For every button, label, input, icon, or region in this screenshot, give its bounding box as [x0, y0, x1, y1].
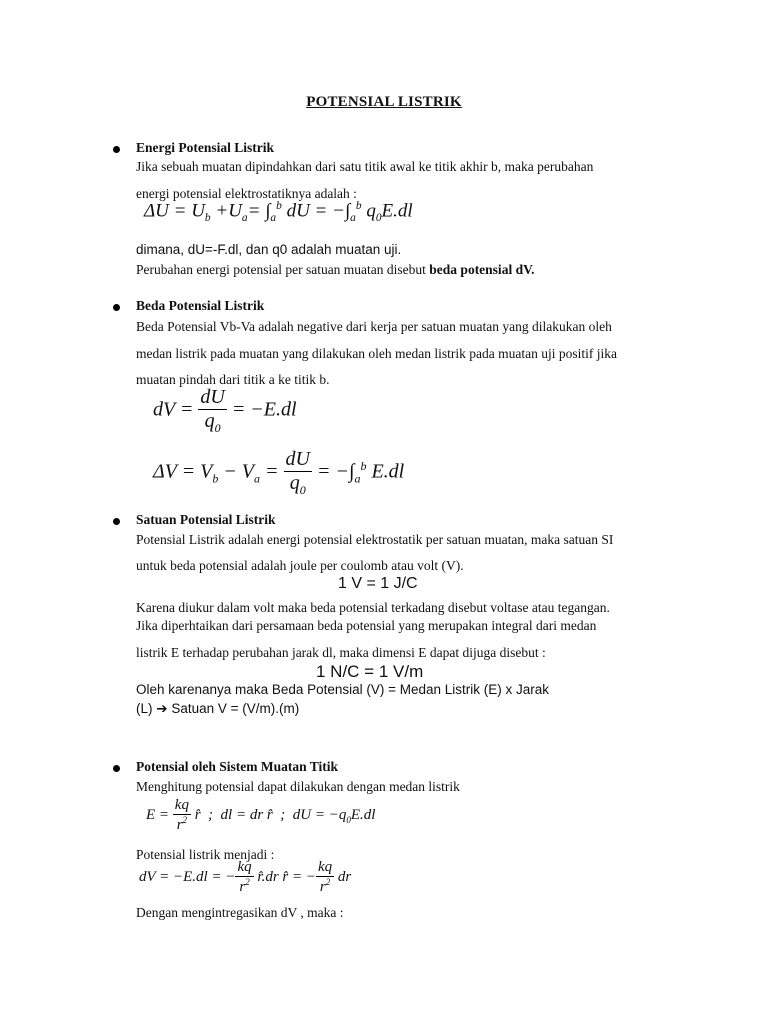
paragraph-line: Oleh karenanya maka Beda Potensial (V) = Medan Listrik (E) x Jarak — [136, 682, 550, 697]
paragraph-line: Karena diukur dalam volt maka beda potensial terkadang disebut voltase atau tegangan. — [136, 600, 610, 615]
bullet-icon — [113, 518, 120, 525]
paragraph-line: medan listrik pada muatan yang dilakukan oleh medan listrik pada muatan uji positif jika — [136, 346, 618, 361]
equation-note: dimana, dU=-F.dl, dan q0 adalah muatan uji. — [136, 242, 402, 257]
bullet-icon — [113, 146, 120, 153]
arrow-right-icon: ➔ — [156, 701, 168, 716]
paragraph-line: muatan pindah dari titik a ke titik b. — [136, 372, 330, 387]
equation-delta-v: $\Delta V = V_b - V_a$ = $\frac{dU}{q_0}$ = $-\int_a^b$ E.dl — [153, 448, 405, 497]
section-heading: Energi Potensial Listrik — [136, 140, 274, 155]
paragraph-line: Menghitung potensial dapat dilakukan dengan medan listrik — [136, 779, 460, 794]
bold-term: beda potensial dV. — [429, 262, 535, 277]
equation-dv-point: dV = −E.dl = − $\frac{kq}{r^2}$ r̂.dr r̂ = − $\frac{kq}{r^2}$ dr — [139, 859, 352, 896]
paragraph-line: listrik E terhadap perubahan jarak dl, maka dimensi E dapat dijuga disebut : — [136, 645, 546, 660]
equation-e-field: E = $\frac{kq}{r^2}$ r̂ ; dl = dr r̂ ; dU = $-q_0E.dl$ — [146, 797, 376, 834]
section-heading: Satuan Potensial Listrik — [136, 512, 276, 527]
paragraph-text: Perubahan energi potensial per satuan muatan disebut — [136, 262, 430, 277]
paragraph-line: Potensial listrik menjadi : — [136, 847, 275, 862]
paragraph-text: Satuan V = (V/m).(m) — [171, 701, 300, 716]
bullet-icon — [113, 765, 120, 772]
section-heading: Beda Potensial Listrik — [136, 298, 265, 313]
equation-volt: 1 V = 1 J/C — [338, 575, 418, 592]
paragraph-line: Potensial Listrik adalah energi potensial elektrostatik per satuan muatan, maka satuan SI — [136, 532, 614, 547]
equation-delta-u: $\Delta U = U_b +U_a= \int_a^b$ dU = $-\int_a^b$ $q_0E.dl$ — [144, 200, 413, 225]
bullet-icon — [113, 304, 120, 311]
page-title: POTENSIAL LISTRIK — [306, 94, 462, 110]
section-heading: Potensial oleh Sistem Muatan Titik — [136, 759, 339, 774]
paragraph-line — [136, 262, 534, 278]
paragraph-line: Jika diperhtaikan dari persamaan beda potensial yang merupakan integral dari medan — [136, 618, 597, 633]
paragraph-text: (L) — [136, 701, 153, 716]
paragraph-line: Beda Potensial Vb-Va adalah negative dari kerja per satuan muatan yang dilakukan oleh — [136, 319, 612, 334]
equation-dv: dV = $\frac{dU}{q_0}$ = −E.dl — [153, 386, 297, 435]
paragraph-line: energi potensial elektrostatiknya adalah : — [136, 186, 357, 201]
paragraph-line: Jika sebuah muatan dipindahkan dari satu titik awal ke titik akhir b, maka perubahan — [136, 159, 594, 174]
paragraph-line: Dengan mengintregasikan dV , maka : — [136, 905, 344, 920]
paragraph-line: untuk beda potensial adalah joule per coulomb atau volt (V). — [136, 558, 464, 573]
paragraph-line — [136, 701, 299, 717]
equation-nc: 1 N/C = 1 V/m — [316, 662, 424, 681]
